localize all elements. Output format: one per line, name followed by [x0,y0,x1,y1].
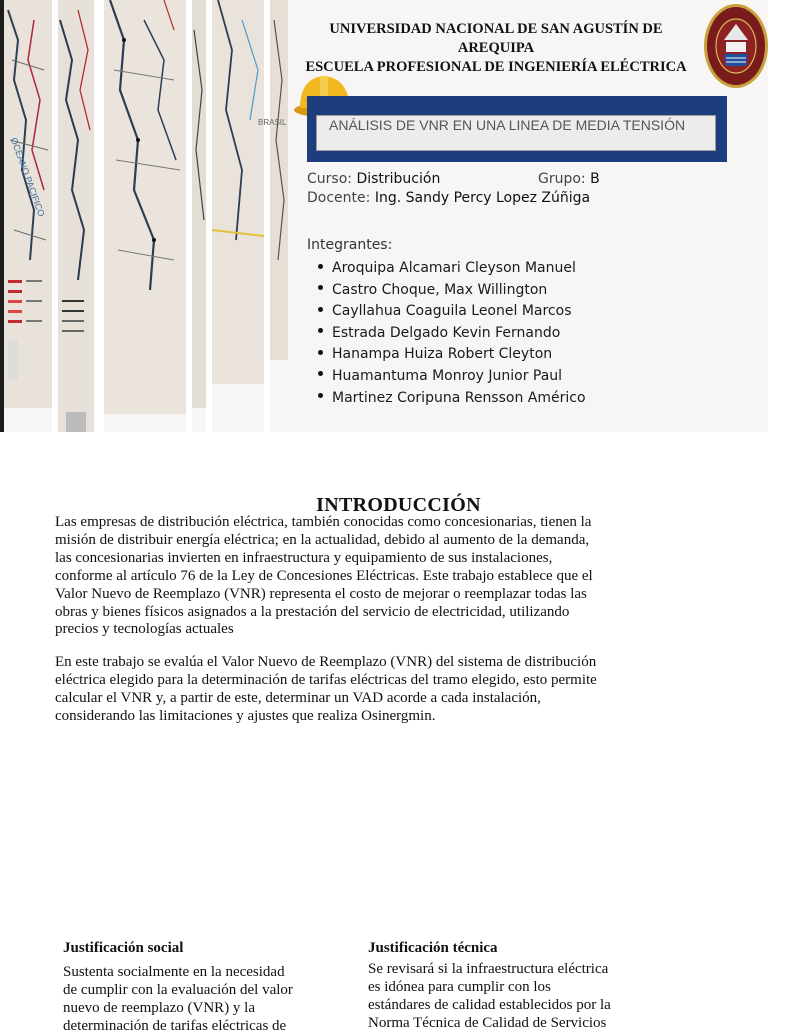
member-item [318,344,586,366]
map-routes-graphic [4,0,52,408]
map-routes-graphic [192,0,206,408]
members-list [318,258,586,409]
teacher-label: Docente: [307,190,371,206]
map-routes-graphic [212,0,264,384]
text-line: determinación de tarifas eléctricas de [63,1017,287,1034]
text-line: estándares de calidad establecidos por la [368,996,611,1013]
member-name: Aroquipa Alcamari Cleyson Manuel [332,260,576,276]
social-justification-heading: Justificación social [63,940,184,956]
member-name: Hanampa Huiza Robert Cleyton [332,346,553,363]
map-image-strip [212,0,264,384]
technical-justification-heading: Justificación técnica [368,940,498,956]
member-item [318,258,586,280]
left-edge-bar [0,0,4,432]
social-justification-text [63,964,313,1036]
intro-paragraph-1 [55,514,603,639]
teacher-line [307,189,590,207]
bullet-icon [318,371,323,376]
text-line: obras y bienes físicos asignados a la prestación del servicio de electricidad, utilizando [55,603,570,620]
map-routes-graphic [58,0,94,432]
bullet-icon [318,264,323,269]
text-line: misión de distribuir energía eléctrica; en la actualidad, debido al aumento de la demanda, [55,531,590,548]
member-item [318,323,586,345]
map-image-strip [104,0,186,414]
text-line: Las empresas de distribución eléctrica, también conocidas como concesionarias, tienen la [55,514,592,530]
map-image-strip [258,0,288,360]
text-line: En este trabajo se evalúa el Valor Nuevo de Reemplazo (VNR) del sistema de distribución [55,654,597,670]
technical-justification-text [368,961,628,1033]
map-label-ocean: OCEANO PACIFICO [8,136,47,218]
text-line: es idónea para cumplir con los [368,978,551,995]
text-line: de cumplir con la evaluación del valor [63,981,293,998]
member-name: Castro Choque, Max Willington [332,281,548,298]
course-line [307,170,440,188]
text-line: Sustenta socialmente en la necesidad [63,964,285,980]
map-image-strip [4,0,52,408]
map-routes-graphic [104,0,186,414]
cover-header [0,0,768,432]
member-item [318,388,586,410]
school-name: ESCUELA PROFESIONAL DE INGENIERÍA ELÉCTRICA [305,59,687,75]
text-line: Se revisará si la infraestructura eléctrica [368,961,609,977]
text-line: Norma Técnica de Calidad de Servicios [368,1014,607,1031]
text-line: eléctrica elegido para la determinación de tarifas eléctricas del tramo elegido, esto permite [55,671,597,688]
member-item [318,366,586,388]
bullet-icon [318,350,323,355]
course-value: Distribución [356,171,441,187]
document-title: ANÁLISIS DE VNR EN UNA LINEA DE MEDIA TENSIÓN [316,115,716,151]
strip-gap [94,0,104,432]
text-line: precios y tecnologías actuales [55,621,234,638]
text-line: calcular el VNR y, a partir de este, determinar un VAD acorde a cada instalación, [55,689,541,706]
map-image-strip [58,0,94,432]
group-value: B [590,171,600,187]
map-image-strip [192,0,206,408]
intro-paragraph-2 [55,654,603,726]
member-name: Huamantuma Monroy Junior Paul [332,367,563,384]
group-label: Grupo: [538,171,586,187]
course-label: Curso: [307,171,352,187]
map-label-brasil: BRASIL [258,118,287,127]
university-seal-logo [702,2,768,88]
members-label: Integrantes: [307,237,393,253]
member-name: Cayllahua Coaguila Leonel Marcos [332,303,572,320]
map-routes-graphic [270,0,288,360]
group-line [538,170,600,188]
bullet-icon [318,328,323,333]
university-heading [293,20,699,77]
bullet-icon [318,393,323,398]
bullet-icon [318,307,323,312]
text-line: las concesionarias invierten en infraestructura y equipamiento de sus instalaciones, [55,549,553,566]
member-name: Estrada Delgado Kevin Fernando [332,324,561,341]
university-name: UNIVERSIDAD NACIONAL DE SAN AGUSTÍN DE AREQUIPA [329,21,663,56]
member-item [318,301,586,323]
member-name: Martinez Coripuna Rensson Américo [332,389,586,406]
introduction-heading: INTRODUCCIÓN [316,494,481,516]
bullet-icon [318,285,323,290]
text-line: considerando las limitaciones y ajustes que realiza Osinergmin. [55,707,436,724]
text-line: Valor Nuevo de Reemplazo (VNR) representa el costo de mejorar o reemplazar todas las [55,585,587,602]
member-item [318,280,586,302]
text-line: nuevo de reemplazo (VNR) y la [63,999,256,1016]
text-line: conforme al artículo 76 de la Ley de Concesiones Eléctricas. Este trabajo establece que el [55,567,593,584]
teacher-value: Ing. Sandy Percy Lopez Zúñiga [374,190,591,206]
